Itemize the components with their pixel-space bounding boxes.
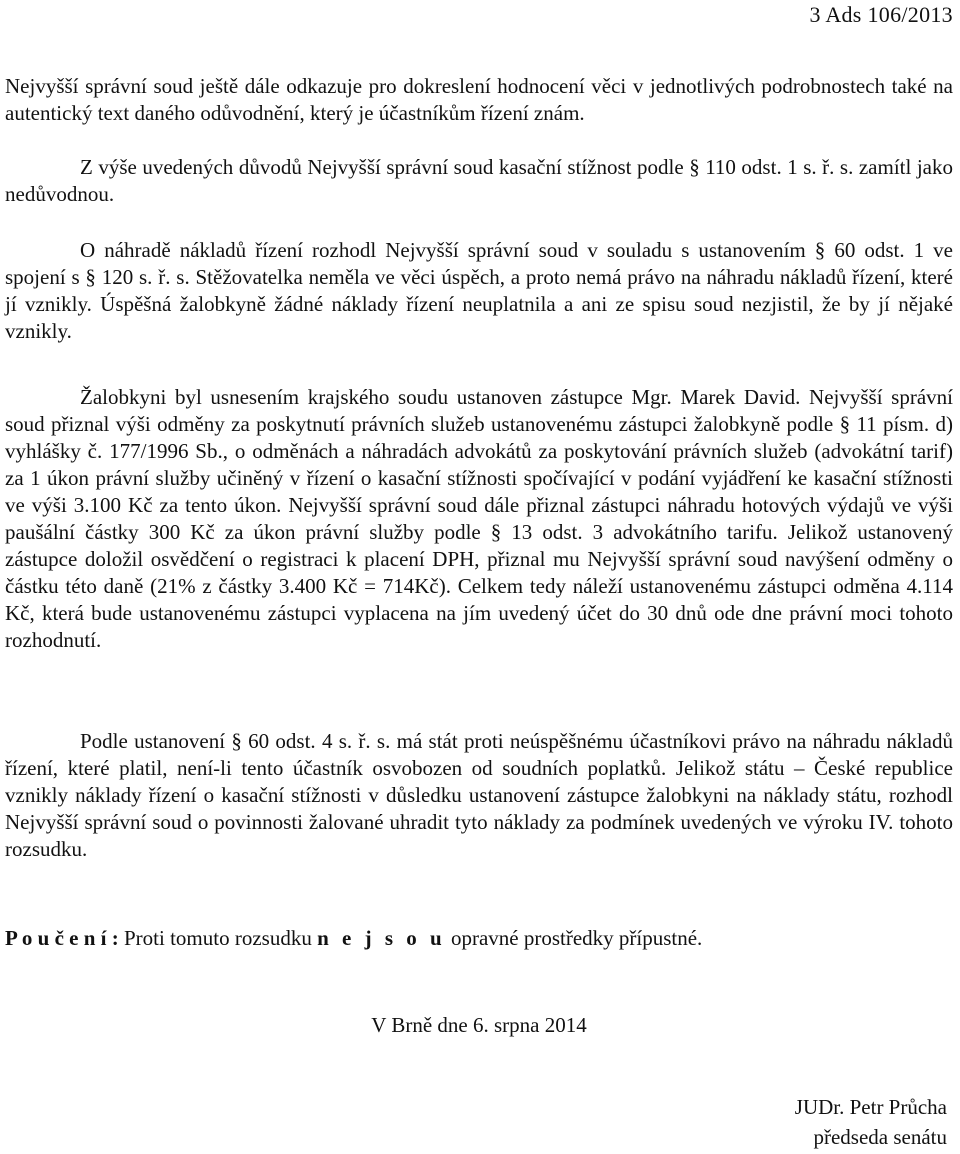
paragraph-dismissal: Z výše uvedených důvodů Nejvyšší správní soud kasační stížnost podle § 110 odst. 1 s. ř. s. zamítl jako nedůvodnou.: [5, 155, 953, 206]
signatory-role: předseda senátu: [813, 1125, 947, 1149]
case-number: 3 Ads 106/2013: [809, 2, 953, 27]
instruction-text-before: Proti tomuto rozsudku: [118, 926, 318, 950]
appeal-instruction: [5, 925, 953, 952]
document-page: [5, 0, 953, 1154]
paragraph-costs: O náhradě nákladů řízení rozhodl Nejvyšší správní soud v souladu s ustanovením § 60 odst. 1 ve spojení s § 120 s. ř. s. Stěžovatelka neměla ve věci úspěch, a proto nemá právo na náhradu nákladů řízení, které jí vznikly. Úspěšná žalobkyně žádné náklady řízení neuplatnila a ani ze spisu soud nezjistil, že by jí nějaké vznikly.: [5, 238, 953, 343]
instruction-emphasis: n e j s o u: [317, 926, 446, 950]
signatory-name: JUDr. Petr Průcha: [794, 1095, 947, 1119]
paragraph-reference: Nejvyšší správní soud ještě dále odkazuje pro dokreslení hodnocení věci v jednotlivých podrobnostech také na autentický text daného odůvodnění, který je účastníkům řízení znám.: [5, 74, 953, 125]
paragraph-state-costs: Podle ustanovení § 60 odst. 4 s. ř. s. má stát proti neúspěšnému účastníkovi právo na náhradu nákladů řízení, které platil, není-li tento účastník osvobozen od soudních poplatků. Jelikož státu – České republice vznikly náklady řízení o kasační stížnosti v důsledku ustanovení zástupce žalobkyni na náklady státu, rozhodl Nejvyšší správní soud o povinnosti žalované uhradit tyto náklady za podmínek uvedených ve výroku IV. tohoto rozsudku.: [5, 729, 953, 861]
instruction-text-after: opravné prostředky přípustné.: [445, 926, 703, 950]
paragraph-attorney-fee: Žalobkyni byl usnesením krajského soudu ustanoven zástupce Mgr. Marek David. Nejvyšší správní soud přiznal výši odměny za poskytnutí právních služeb ustanovenému zástupci žalobkyně podle § 11 písm. d) vyhlášky č. 177/1996 Sb., o odměnách a náhradách advokátů za poskytování právních služeb (advokátní tarif) za 1 úkon právní služby učiněný v řízení o kasační stížnosti spočívající v podání vyjádření ke kasační stížnosti ve výši 3.100 Kč za tento úkon. Nejvyšší správní soud dále přiznal zástupci náhradu hotových výdajů ve výši paušální částky 300 Kč za úkon právní služby podle § 13 odst. 3 advokátního tarifu. Jelikož ustanovený zástupce doložil osvědčení o registraci k placení DPH, přiznal mu Nejvyšší správní soud navýšení odměny o částku této daně (21% z částky 3.400 Kč = 714Kč). Celkem tedy náleží ustanovenému zástupci odměna 4.114 Kč, která bude ustanovenému zástupci vyplacena na jím uvedený účet do 30 dnů ode dne právní moci tohoto rozhodnutí.: [5, 385, 953, 652]
signature-block: [795, 1092, 947, 1152]
place-and-date: V Brně dne 6. srpna 2014: [371, 1013, 587, 1037]
instruction-label: P o u č e n í :: [5, 926, 119, 950]
